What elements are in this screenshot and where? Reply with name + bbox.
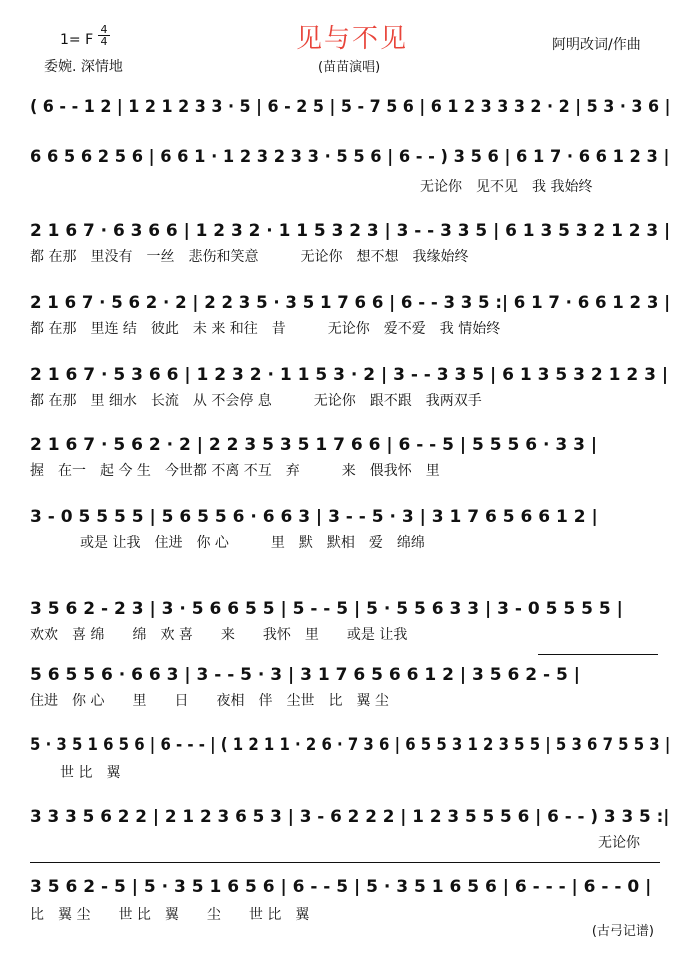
staff-row-10 bbox=[0, 734, 694, 781]
notation-line: 2 1 6 7 · 5 6 2 · 2 | 2 2 3 5 3 5 1 7 6 6 | 6 - - 5 | 5 5 5 6 · 3 3 | bbox=[30, 435, 598, 455]
lyric-line: 欢欢 喜 绵 绵 欢 喜 来 我怀 里 或是 让我 bbox=[30, 627, 408, 643]
staff-row-4 bbox=[0, 292, 694, 337]
author-credit: 阿明改词/作曲 bbox=[552, 37, 641, 53]
notation-line: 6 6 5 6 2 5 6 | 6 6 1 · 1 2 3 2 3 3 · 5 5 6 | 6 - - ) 3 5 6 | 6 1 7 · 6 6 1 2 3 | bbox=[30, 147, 670, 167]
staff-row-1 bbox=[0, 96, 694, 124]
staff-row-12 bbox=[0, 876, 694, 923]
notation-line: 3 3 3 5 6 2 2 | 2 1 2 3 6 5 3 | 3 - 6 2 2 2 | 1 2 3 5 5 5 6 | 6 - - ) 3 3 5 :| bbox=[30, 807, 670, 827]
lyric-line: 握 在一 起 今 生 今世都 不离 不互 弃 来 偎我怀 里 bbox=[30, 463, 440, 479]
lyric-line: 无论你 bbox=[598, 835, 640, 851]
staff-row-9 bbox=[0, 664, 694, 709]
notation-line: 2 1 6 7 · 5 6 2 · 2 | 2 2 3 5 · 3 5 1 7 6 6 | 6 - - 3 3 5 :| 6 1 7 · 6 6 1 2 3 | bbox=[30, 293, 671, 313]
lyric-line: 或是 让我 住进 你 心 里 默 默相 爱 绵绵 bbox=[80, 535, 425, 551]
lyric-line: 都 在那 里 细水 长流 从 不会停 息 无论你 跟不跟 我两双手 bbox=[30, 393, 482, 409]
notation-line: 3 5 6 2 - 2 3 | 3 · 5 6 6 5 5 | 5 - - 5 | 5 · 5 5 6 3 3 | 3 - 0 5 5 5 5 | bbox=[30, 599, 623, 619]
staff-row-3 bbox=[0, 220, 694, 265]
transcriber-credit: (古弓记谱) bbox=[591, 924, 654, 939]
staff-row-6 bbox=[0, 434, 694, 479]
singer-credit: (苗苗演唱) bbox=[318, 60, 381, 75]
volta-bracket-2 bbox=[30, 862, 660, 871]
lyric-line: 住进 你 心 里 日 夜相 伴 尘世 比 翼 尘 bbox=[30, 693, 389, 709]
key-signature: 1= F bbox=[60, 32, 94, 48]
lyric-line: 都 在那 里连 结 彼此 未 来 和往 昔 无论你 爱不爱 我 情始终 bbox=[30, 321, 501, 337]
notation-line: 3 5 6 2 - 5 | 5 · 3 5 1 6 5 6 | 6 - - 5 | 5 · 3 5 1 6 5 6 | 6 - - - | 6 - - 0 | bbox=[30, 877, 652, 897]
staff-row-2 bbox=[0, 146, 694, 195]
lyric-line: 无论你 见不见 我 我始终 bbox=[420, 179, 593, 195]
lyric-line: 比 翼 尘 世 比 翼 尘 世 比 翼 bbox=[30, 907, 310, 923]
notation-line: 3 - 0 5 5 5 5 | 5 6 5 5 6 · 6 6 3 | 3 - - 5 · 3 | 3 1 7 6 5 6 6 1 2 | bbox=[30, 507, 598, 527]
staff-row-5 bbox=[0, 364, 694, 409]
notation-line: 2 1 6 7 · 6 3 6 6 | 1 2 3 2 · 1 1 5 3 2 3 | 3 - - 3 3 5 | 6 1 3 5 3 2 1 2 3 | bbox=[30, 221, 671, 241]
time-signature bbox=[98, 24, 110, 47]
meter-top: 4 bbox=[100, 23, 108, 36]
volta-bracket-1 bbox=[538, 654, 658, 663]
staff-row-8 bbox=[0, 598, 694, 643]
staff-row-11 bbox=[0, 806, 694, 851]
lyric-line: 世 比 翼 bbox=[60, 765, 121, 781]
notation-line: 5 · 3 5 1 6 5 6 | 6 - - - | ( 1 2 1 1 · 2 6 · 7 3 6 | 6 5 5 3 1 2 3 5 5 | 5 3 6 7 5 5 3 | bbox=[30, 735, 671, 755]
staff-row-7 bbox=[0, 506, 694, 551]
tempo-mood: 委婉. 深情地 bbox=[44, 59, 123, 75]
notation-line: 2 1 6 7 · 5 3 6 6 | 1 2 3 2 · 1 1 5 3 · 2 | 3 - - 3 3 5 | 6 1 3 5 3 2 1 2 3 | bbox=[30, 365, 669, 385]
song-title: 见与不见 bbox=[296, 24, 409, 54]
notation-line: ( 6 - - 1 2 | 1 2 1 2 3 3 · 5 | 6 - 2 5 | 5 - 7 5 6 | 6 1 2 3 3 3 2 · 2 | 5 3 · 3 6 | bbox=[30, 97, 671, 117]
notation-line: 5 6 5 5 6 · 6 6 3 | 3 - - 5 · 3 | 3 1 7 6 5 6 6 1 2 | 3 5 6 2 - 5 | bbox=[30, 665, 580, 685]
lyric-line: 都 在那 里没有 一丝 悲伤和笑意 无论你 想不想 我缘始终 bbox=[30, 249, 469, 265]
meter-bottom: 4 bbox=[100, 35, 108, 48]
